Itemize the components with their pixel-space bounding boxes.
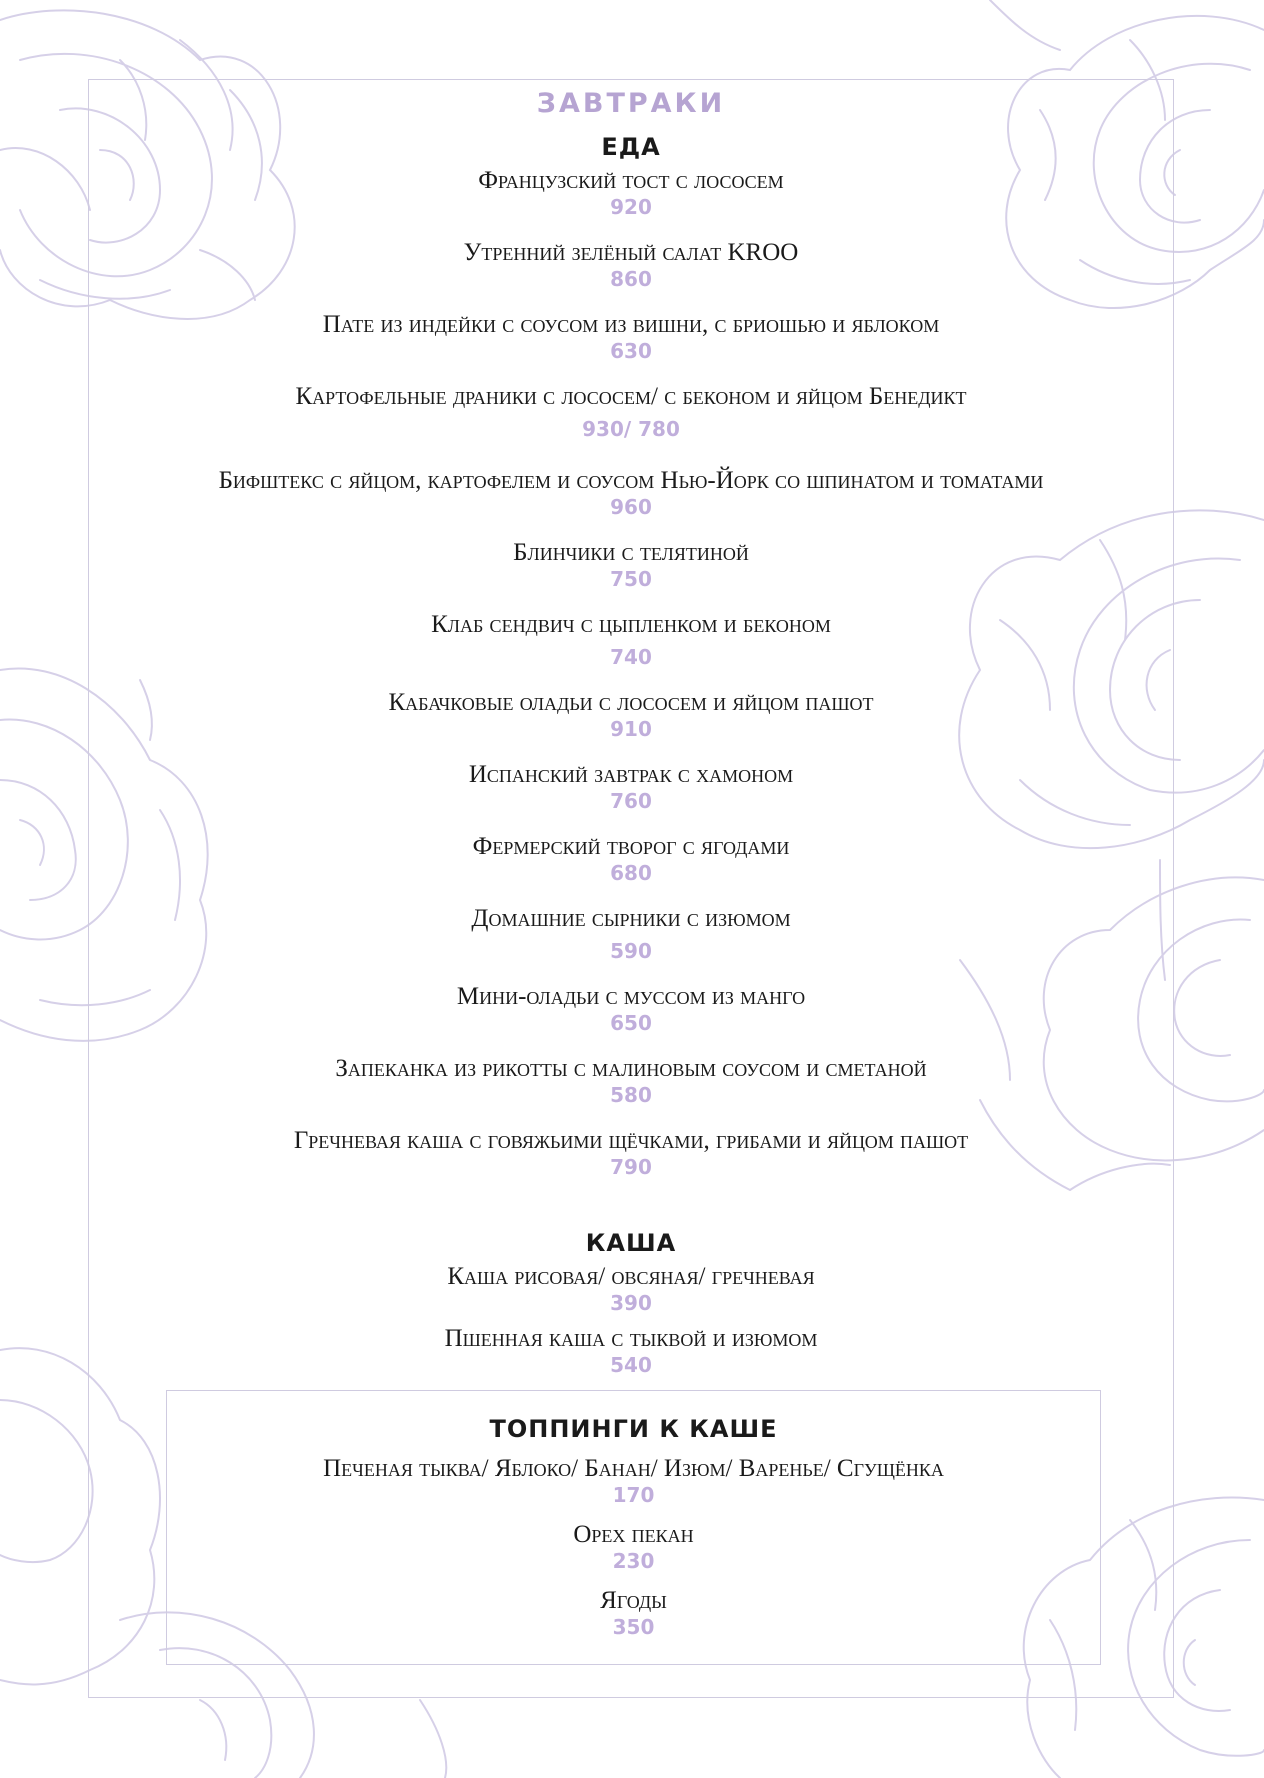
dish-name: Запеканка из рикотты с малиновым соусом и сметаной [335, 1055, 927, 1082]
menu-item [88, 983, 1174, 1035]
dish-name: Каша рисовая/ овсяная/ гречневая [447, 1263, 815, 1290]
dish-name: Кабачковые оладьи с лососем и яйцом пашот [388, 689, 874, 716]
toppings-box [166, 1390, 1101, 1665]
menu-item [88, 1263, 1174, 1315]
menu-item [88, 311, 1174, 363]
dish-name: Домашние сырники с изюмом [471, 905, 791, 932]
dish-price: 650 [610, 1011, 652, 1035]
dish-price: 540 [610, 1353, 652, 1377]
menu-item [88, 467, 1174, 519]
dish-name: Клаб сендвич с цыпленком и беконом [431, 611, 831, 638]
dish-name: Бифштекс с яйцом, картофелем и соусом Нью-Йорк со шпинатом и томатами [218, 467, 1044, 494]
dish-name: Утренний зелёный салат KROO [463, 239, 799, 266]
menu-item [88, 833, 1174, 885]
dish-name: Пате из индейки с соусом из вишни, с бриошью и яблоком [322, 311, 940, 338]
dish-price: 760 [610, 789, 652, 813]
section-title-food: ЕДА [601, 133, 661, 161]
dish-price: 680 [610, 861, 652, 885]
menu-item [88, 761, 1174, 813]
section-kasha-items [88, 1263, 1174, 1377]
dish-price: 860 [610, 267, 652, 291]
topping-item [167, 1521, 1100, 1573]
dish-price: 960 [610, 495, 652, 519]
topping-item [167, 1587, 1100, 1639]
dish-price: 930/ 780 [582, 417, 680, 441]
menu-item [88, 1127, 1174, 1179]
topping-item [167, 1455, 1100, 1507]
menu-item [88, 383, 1174, 441]
dish-name: Блинчики с телятиной [513, 539, 749, 566]
toppings-title: ТОППИНГИ К КАШЕ [489, 1415, 778, 1443]
dish-name: Фермерский творог с ягодами [472, 833, 790, 860]
dish-price: 740 [610, 645, 652, 669]
menu-content [88, 79, 1174, 1377]
dish-name: Французский тост с лососем [478, 167, 784, 194]
section-food-items [88, 167, 1174, 1179]
topping-name: Печеная тыква/ Яблоко/ Банан/ Изюм/ Варенье/ Сгущёнка [323, 1455, 944, 1482]
dish-price: 790 [610, 1155, 652, 1179]
menu-item [88, 167, 1174, 219]
menu-title: ЗАВТРАКИ [536, 88, 726, 119]
dish-name: Пшенная каша с тыквой и изюмом [444, 1325, 818, 1352]
dish-price: 590 [610, 939, 652, 963]
dish-name: Гречневая каша с говяжьими щёчками, грибами и яйцом пашот [293, 1127, 969, 1154]
menu-item [88, 1325, 1174, 1377]
dish-price: 910 [610, 717, 652, 741]
menu-item [88, 611, 1174, 669]
dish-price: 630 [610, 339, 652, 363]
menu-item [88, 689, 1174, 741]
topping-name: Ягоды [600, 1587, 667, 1614]
dish-name: Мини-оладьи с муссом из манго [456, 983, 806, 1010]
dish-price: 750 [610, 567, 652, 591]
topping-price: 170 [612, 1483, 655, 1507]
topping-price: 230 [612, 1549, 655, 1573]
topping-price: 350 [612, 1615, 655, 1639]
dish-price: 920 [610, 195, 652, 219]
menu-item [88, 239, 1174, 291]
topping-name: Орех пекан [573, 1521, 694, 1548]
menu-item [88, 539, 1174, 591]
dish-name: Картофельные драники с лососем/ с беконом и яйцом Бенедикт [295, 383, 967, 410]
section-title-kasha: КАША [585, 1229, 677, 1257]
dish-price: 580 [610, 1083, 652, 1107]
menu-item [88, 905, 1174, 963]
menu-item [88, 1055, 1174, 1107]
dish-price: 390 [610, 1291, 652, 1315]
dish-name: Испанский завтрак с хамоном [468, 761, 794, 788]
